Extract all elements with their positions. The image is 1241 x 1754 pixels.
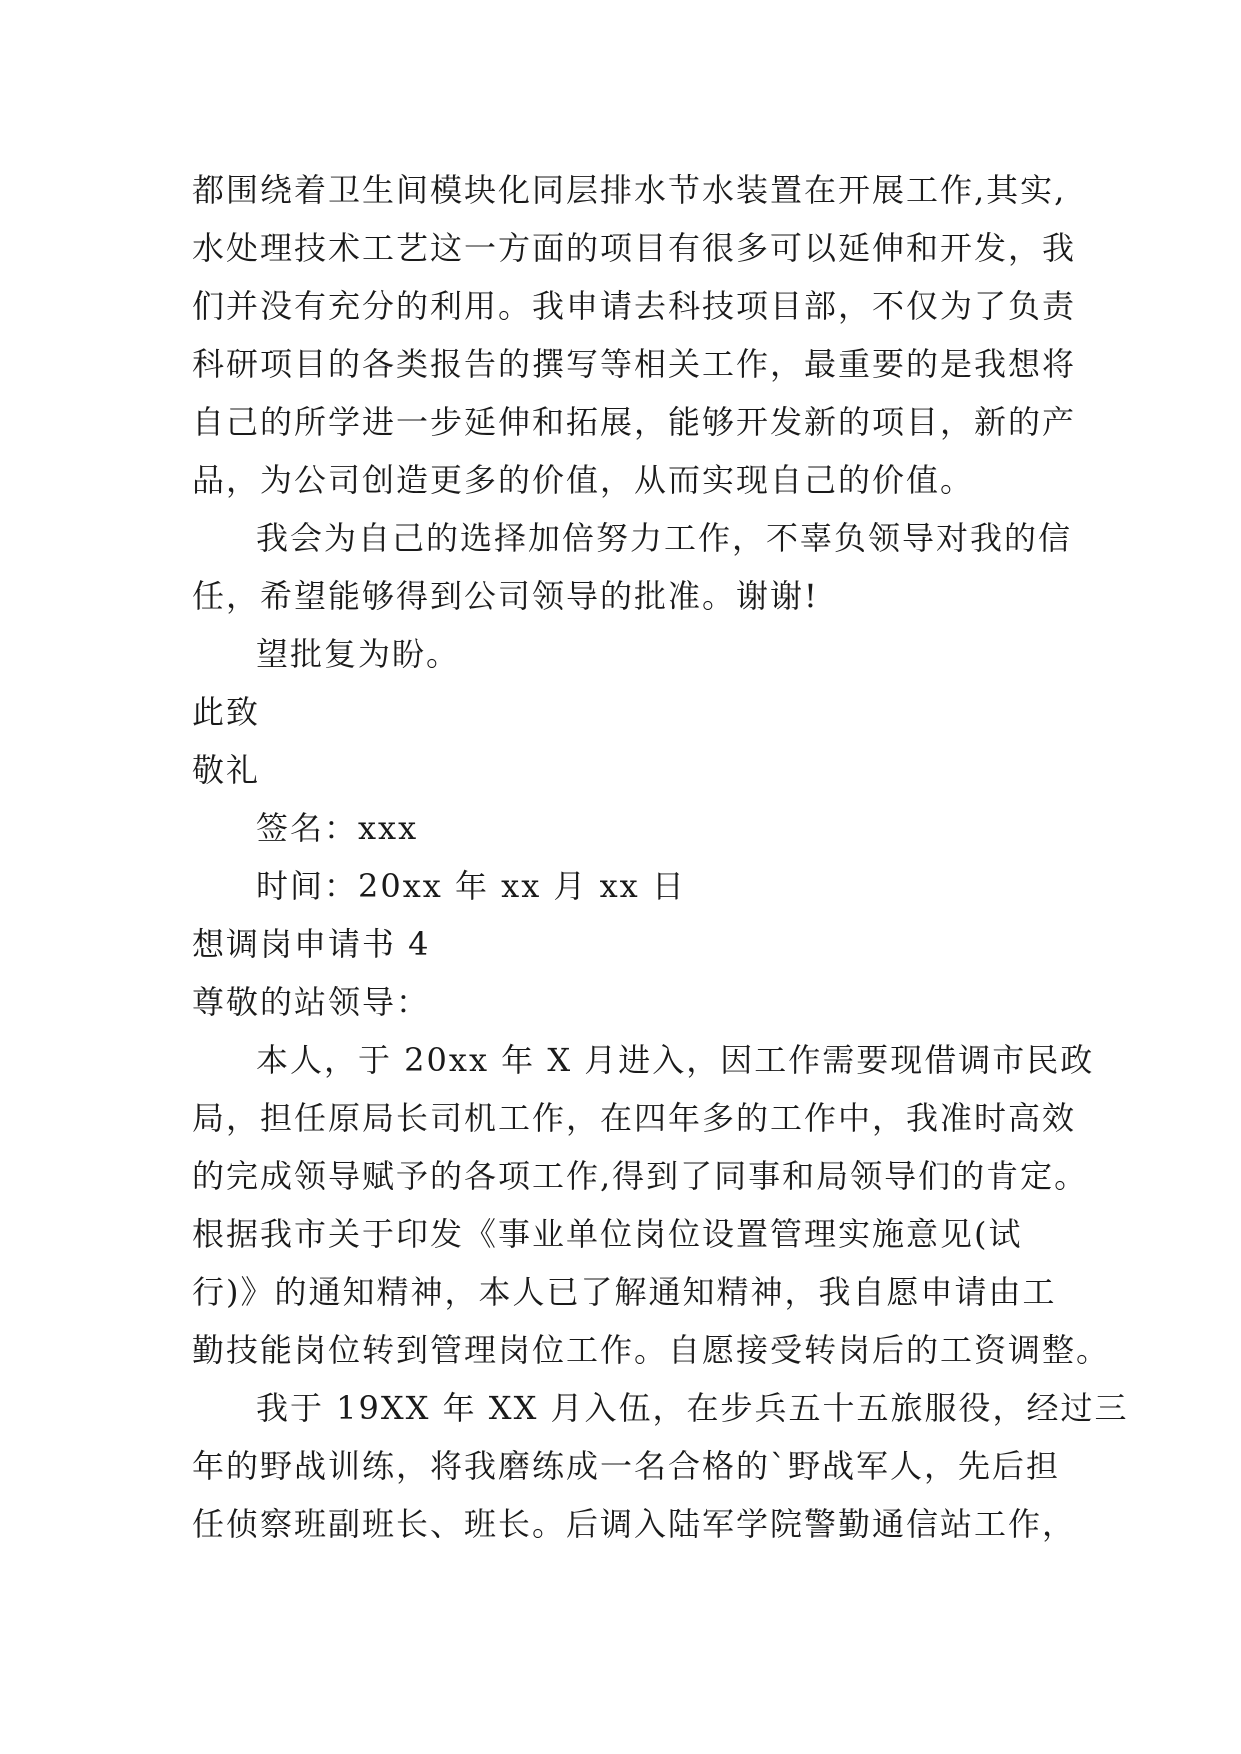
text-line: 行)》的通知精神，本人已了解通知精神，我自愿申请由工 bbox=[192, 1273, 1057, 1311]
text-line: 自己的所学进一步延伸和拓展，能够开发新的项目，新的产 bbox=[192, 403, 1077, 441]
text-line: 的完成领导赋予的各项工作,得到了同事和局领导们的肯定。 bbox=[192, 1157, 1089, 1195]
date-line: 时间：20xx 年 xx 月 xx 日 bbox=[256, 867, 686, 905]
text-line: 局，担任原局长司机工作，在四年多的工作中，我准时高效 bbox=[192, 1099, 1077, 1137]
text-line: 勤技能岗位转到管理岗位工作。自愿接受转岗后的工资调整。 bbox=[192, 1331, 1111, 1369]
paragraph-start-line: 我于 19XX 年 XX 月入伍，在步兵五十五旅服役，经过三 bbox=[256, 1389, 1129, 1427]
text-line: 根据我市关于印发《事业单位岗位设置管理实施意见(试 bbox=[192, 1215, 1023, 1253]
text-line: 任侦察班副班长、班长。后调入陆军学院警勤通信站工作， bbox=[192, 1505, 1077, 1543]
text-line: 都围绕着卫生间模块化同层排水节水装置在开展工作,其实, bbox=[192, 171, 1067, 209]
text-line: 水处理技术工艺这一方面的项目有很多可以延伸和开发，我 bbox=[192, 229, 1077, 267]
text-line: 任，希望能够得到公司领导的批准。谢谢! bbox=[192, 577, 819, 615]
section-title: 想调岗申请书 4 bbox=[192, 925, 431, 963]
greeting-line: 尊敬的站领导： bbox=[192, 983, 431, 1021]
paragraph-start-line: 我会为自己的选择加倍努力工作，不辜负领导对我的信 bbox=[256, 519, 1073, 557]
text-line: 年的野战训练，将我磨练成一名合格的`野战军人，先后担 bbox=[192, 1447, 1061, 1485]
paragraph-start-line: 本人，于 20xx 年 X 月进入，因工作需要现借调市民政 bbox=[256, 1041, 1095, 1079]
signature-line: 签名：xxx bbox=[256, 809, 419, 847]
text-line: 品，为公司创造更多的价值，从而实现自己的价值。 bbox=[192, 461, 975, 499]
text-line: 们并没有充分的利用。我申请去科技项目部，不仅为了负责 bbox=[192, 287, 1077, 325]
text-line: 科研项目的各类报告的撰写等相关工作，最重要的是我想将 bbox=[192, 345, 1077, 383]
request-closing-line: 望批复为盼。 bbox=[256, 635, 461, 673]
salutation-line: 敬礼 bbox=[192, 751, 261, 789]
salutation-line: 此致 bbox=[192, 693, 261, 731]
